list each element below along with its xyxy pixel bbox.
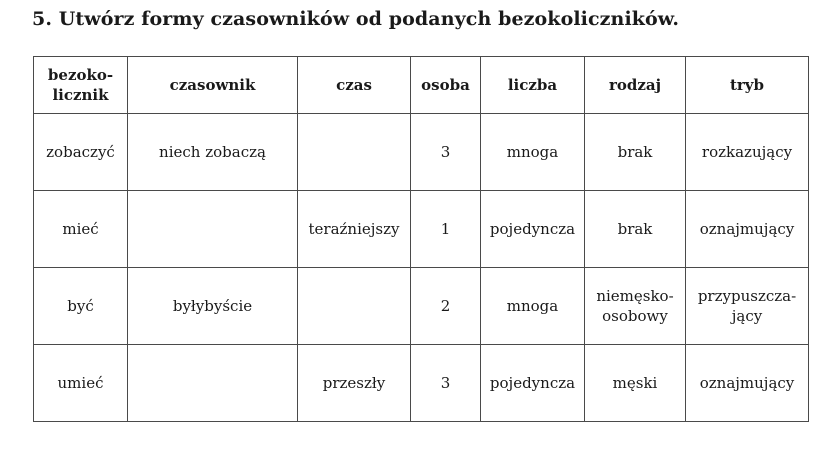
header-bezokolicznik-line2: licznik xyxy=(52,86,109,104)
header-czasownik: czasownik xyxy=(128,57,298,114)
cell-rodzaj: męski xyxy=(585,345,686,422)
cell-tryb-line2: jący xyxy=(731,307,763,325)
header-bezokolicznik-line1: bezoko- xyxy=(47,66,114,84)
cell-rodzaj: brak xyxy=(585,191,686,268)
cell-tryb-line1: przypuszcza- xyxy=(697,287,797,305)
cell-czasownik: niech zobaczą xyxy=(128,114,298,191)
cell-czasownik xyxy=(128,345,298,422)
header-liczba: liczba xyxy=(481,57,585,114)
cell-bezokolicznik: zobaczyć xyxy=(34,114,128,191)
cell-osoba: 3 xyxy=(411,114,481,191)
cell-bezokolicznik: mieć xyxy=(34,191,128,268)
cell-czas: teraźniejszy xyxy=(298,191,411,268)
cell-rodzaj: brak xyxy=(585,114,686,191)
cell-rodzaj xyxy=(585,268,686,345)
table-row xyxy=(34,268,809,345)
cell-czas xyxy=(298,114,411,191)
table-row xyxy=(34,345,809,422)
table-row xyxy=(34,114,809,191)
cell-liczba: mnoga xyxy=(481,114,585,191)
cell-czasownik: byłybyście xyxy=(128,268,298,345)
exercise-title: 5. Utwórz formy czasowników od podanych bezokoliczników. xyxy=(32,8,680,30)
header-rodzaj: rodzaj xyxy=(585,57,686,114)
cell-rodzaj-line1: niemęsko- xyxy=(596,287,674,305)
header-tryb: tryb xyxy=(686,57,809,114)
cell-liczba: mnoga xyxy=(481,268,585,345)
cell-tryb: oznajmujący xyxy=(686,345,809,422)
header-osoba: osoba xyxy=(411,57,481,114)
cell-tryb xyxy=(686,268,809,345)
verb-forms-table xyxy=(33,56,809,422)
cell-czas xyxy=(298,268,411,345)
cell-osoba: 3 xyxy=(411,345,481,422)
cell-osoba: 2 xyxy=(411,268,481,345)
cell-bezokolicznik: być xyxy=(34,268,128,345)
cell-osoba: 1 xyxy=(411,191,481,268)
cell-bezokolicznik: umieć xyxy=(34,345,128,422)
cell-rodzaj-line2: osobowy xyxy=(602,307,668,325)
header-czas: czas xyxy=(298,57,411,114)
cell-czasownik xyxy=(128,191,298,268)
cell-liczba: pojedyncza xyxy=(481,191,585,268)
header-row xyxy=(34,57,809,114)
cell-tryb: rozkazujący xyxy=(686,114,809,191)
header-bezokolicznik xyxy=(34,57,128,114)
cell-tryb: oznajmujący xyxy=(686,191,809,268)
cell-czas: przeszły xyxy=(298,345,411,422)
table-row xyxy=(34,191,809,268)
cell-liczba: pojedyncza xyxy=(481,345,585,422)
